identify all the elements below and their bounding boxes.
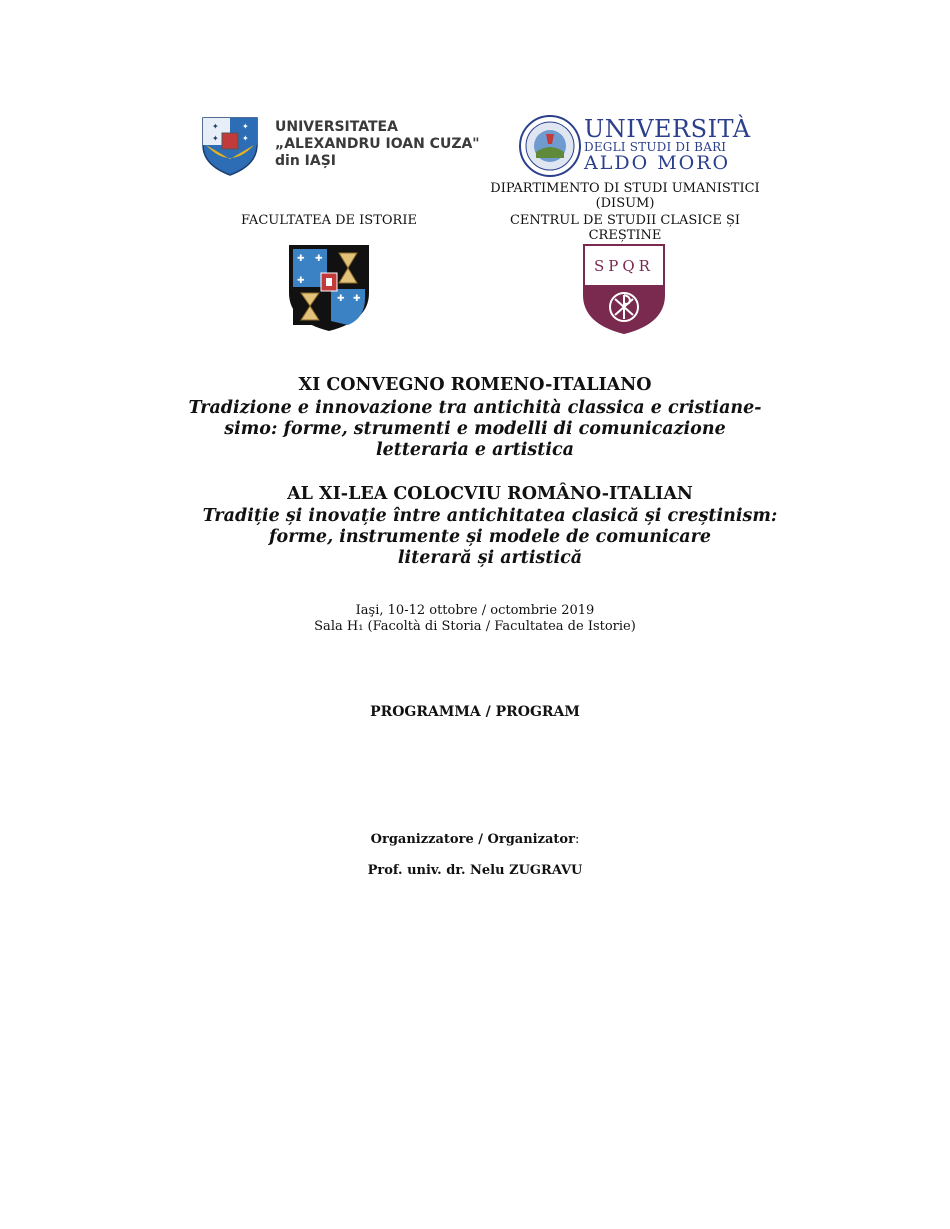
svg-text:✦: ✦: [212, 122, 219, 131]
organizer-label-line: [225, 832, 725, 847]
spqr-label: SPQR: [594, 257, 654, 275]
organizer-name: Prof. univ. dr. Nelu ZUGRAVU: [367, 863, 583, 878]
faculty-name: FACULTATEA DE ISTORIE: [241, 213, 417, 228]
svg-text:✦: ✦: [242, 134, 249, 143]
bari-seal-icon: [518, 114, 582, 178]
svg-text:✦: ✦: [242, 122, 249, 131]
italian-subtitle-line-3: letteraria e artistica: [375, 440, 575, 460]
italian-subtitle-line-1: Tradizione e innovazione tra antichità classica e cristiane-: [188, 398, 762, 418]
italian-subtitle: [175, 398, 775, 461]
organizer-colon: :: [574, 832, 580, 847]
centrul-line-1: CENTRUL DE STUDII CLASICE ȘI: [509, 213, 740, 228]
faculty-coat-of-arms-icon: [287, 243, 371, 333]
uaic-logo: [200, 115, 480, 180]
uaic-line-1: UNIVERSITATEA: [275, 119, 398, 135]
italian-title: XI CONVEGNO ROMENO-ITALIANO: [298, 375, 652, 395]
event-dates: Iaşi, 10-12 ottobre / octombrie 2019: [355, 603, 595, 618]
romanian-title: AL XI-LEA COLOCVIU ROMÂNO-ITALIAN: [287, 484, 693, 504]
uaic-name: [275, 119, 480, 170]
svg-text:✚: ✚: [297, 276, 305, 286]
organizer-label: Organizzatore / Organizator: [370, 832, 575, 847]
uaic-line-3: din IAȘI: [275, 153, 336, 169]
svg-text:✦: ✦: [212, 134, 219, 143]
programma-heading: PROGRAMMA / PROGRAM: [370, 704, 580, 720]
romanian-subtitle-line-3: literară și artistică: [397, 548, 583, 568]
bari-university-name: UNIVERSITÀ: [584, 115, 751, 143]
svg-text:✚: ✚: [337, 294, 345, 304]
svg-text:✚: ✚: [297, 254, 305, 264]
venue-info: [225, 603, 725, 635]
event-hall: Sala H₁ (Facoltà di Storia / Facultatea de Istorie): [314, 619, 636, 634]
disum-line-2: (DISUM): [595, 196, 655, 211]
romanian-subtitle: [170, 506, 810, 569]
uaic-shield-icon: [200, 115, 260, 177]
bari-aldo-moro: ALDO MORO: [584, 152, 731, 174]
bari-logo: [518, 112, 751, 182]
romanian-subtitle-line-1: Tradiție și inovație între antichitatea clasică și creștinism:: [202, 506, 778, 526]
uaic-line-2: „ALEXANDRU IOAN CUZA": [275, 136, 480, 152]
centrul-line-2: CREȘTINE: [588, 228, 662, 243]
bari-university-subtitle: DEGLI STUDI DI BARI: [584, 140, 727, 154]
disum-department: [480, 181, 770, 211]
italian-subtitle-line-2: simo: forme, strumenti e modelli di comunicazione: [224, 419, 726, 439]
disum-line-1: DIPARTIMENTO DI STUDI UMANISTICI: [490, 181, 760, 196]
romanian-subtitle-line-2: forme, instrumente și modele de comunicare: [269, 527, 711, 547]
svg-text:✚: ✚: [315, 254, 323, 264]
centrul-name: [480, 213, 770, 243]
svg-text:✚: ✚: [353, 294, 361, 304]
spqr-shield: [582, 243, 666, 335]
